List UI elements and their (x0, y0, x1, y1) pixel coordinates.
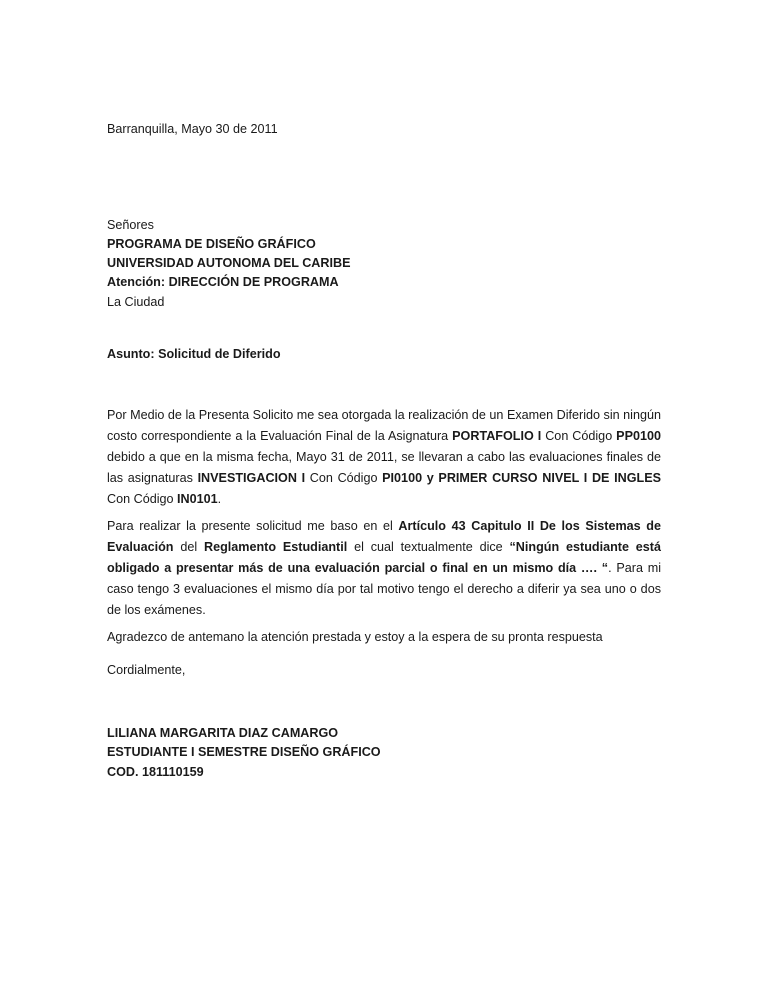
recipient-attention: Atención: DIRECCIÓN DE PROGRAMA (107, 275, 339, 289)
p2-text-4: . Para mi caso tengo 3 evaluaciones el mismo día por tal motivo tengo el derecho a diferir ya sea uno o dos de los exámenes. (107, 561, 662, 617)
p1-course-portafolio: PORTAFOLIO I (452, 429, 542, 443)
signature-code: COD. 181110159 (107, 765, 204, 779)
p1-text-6: . (217, 492, 222, 506)
subject-line: Asunto: Solicitud de Diferido (107, 347, 281, 361)
p2-reglamento: Reglamento Estudiantil (203, 540, 348, 554)
body-paragraph-2 (107, 516, 661, 621)
closing-line: Cordialmente, (107, 663, 186, 677)
p2-text-3: el cual textualmente dice (347, 540, 510, 554)
p1-text-3: debido a que en la misma fecha, Mayo 31 de 2011, se llevaran a cabo las evaluaciones finales de las asignaturas (107, 450, 661, 485)
p1-text-4: Con Código (305, 471, 383, 485)
p2-text-2: del (173, 540, 204, 554)
p2-text-1: Para realizar la presente solicitud me baso en el (107, 519, 399, 533)
p1-course-investigacion: INVESTIGACION I (197, 471, 306, 485)
recipient-university: UNIVERSIDAD AUTONOMA DEL CARIBE (107, 256, 351, 270)
signature-name: LILIANA MARGARITA DIAZ CAMARGO (107, 726, 339, 740)
p2-quote: “Ningún estudiante está obligado a presentar más de una evaluación parcial o final en un mismo día …. “ (107, 540, 661, 575)
p1-code-pi0100-ingles: PI0100 y PRIMER CURSO NIVEL I DE INGLES (382, 471, 661, 485)
p2-article-reference: Artículo 43 Capitulo II De los Sistemas de Evaluación (107, 519, 661, 554)
recipient-salutation: Señores (107, 218, 154, 232)
date-line: Barranquilla, Mayo 30 de 2011 (107, 122, 278, 136)
p1-text-5: Con Código (107, 492, 178, 506)
p1-text-2: Con Código (541, 429, 617, 443)
p1-code-pp0100: PP0100 (616, 429, 661, 443)
recipient-program: PROGRAMA DE DISEÑO GRÁFICO (107, 237, 316, 251)
p1-text-1: Por Medio de la Presenta Solicito me sea otorgada la realización de un Examen Diferido sin ningún costo correspondiente a la Evaluación Final de la Asignatura (107, 408, 661, 443)
p1-code-in0101: IN0101 (177, 492, 218, 506)
recipient-city: La Ciudad (107, 295, 165, 309)
body-paragraph-1 (107, 405, 661, 510)
signature-role: ESTUDIANTE I SEMESTRE DISEÑO GRÁFICO (107, 745, 381, 759)
body-paragraph-3: Agradezco de antemano la atención prestada y estoy a la espera de su pronta respuesta (107, 630, 603, 644)
